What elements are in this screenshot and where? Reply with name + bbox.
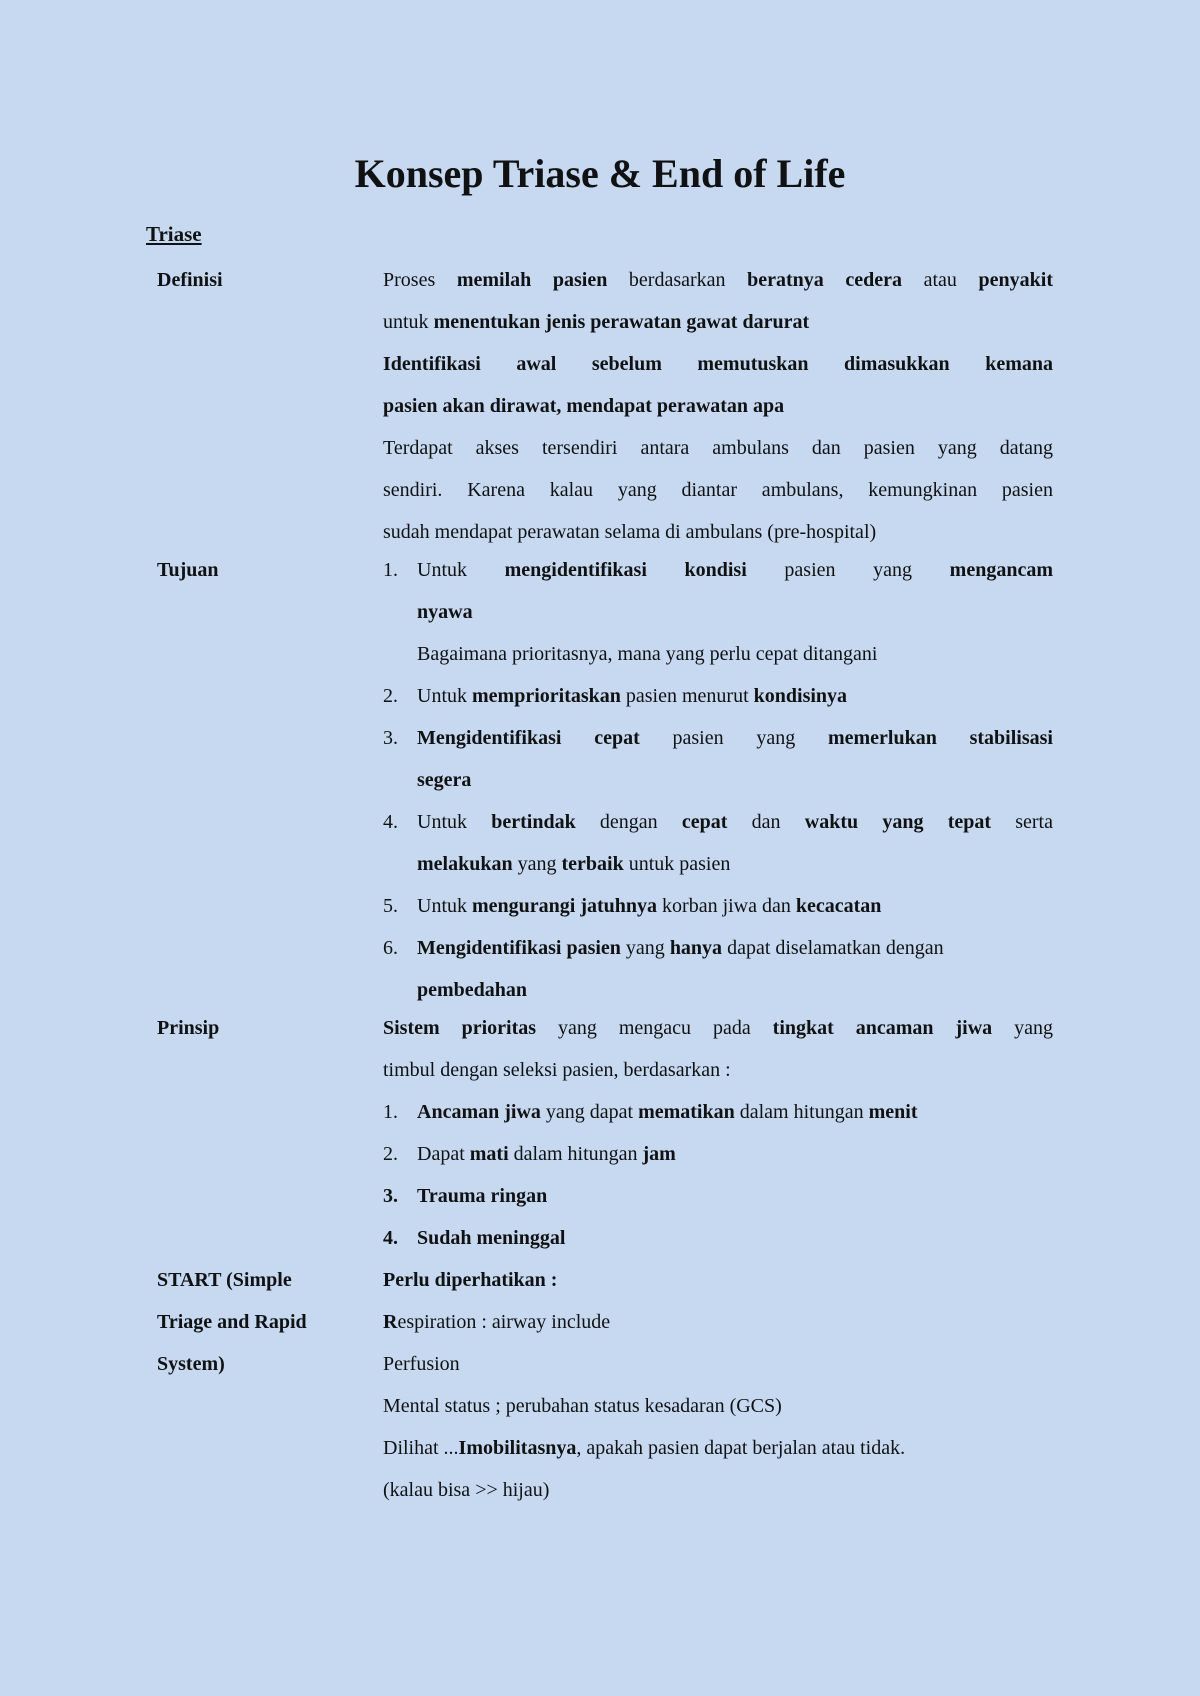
start-line-2: Respiration : airway include xyxy=(383,1311,611,1333)
tujuan-item-3-line-1: Mengidentifikasi cepat pasien yang memerlukan stabilisasi xyxy=(417,727,1053,749)
tujuan-number-1: 1. xyxy=(383,559,398,581)
tujuan-item-3-line-2: segera xyxy=(417,769,472,791)
prinsip-number-4: 4. xyxy=(383,1227,398,1249)
tujuan-number-6: 6. xyxy=(383,937,398,959)
tujuan-item-6-line-1: Mengidentifikasi pasien yang hanya dapat diselamatkan dengan xyxy=(417,937,944,959)
prinsip-item-2: Dapat mati dalam hitungan jam xyxy=(417,1143,676,1165)
label-start-line-3: System) xyxy=(157,1353,225,1375)
prinsip-number-1: 1. xyxy=(383,1101,398,1123)
tujuan-item-1-line-2: nyawa xyxy=(417,601,473,623)
prinsip-item-4: Sudah meninggal xyxy=(417,1227,566,1249)
tujuan-number-2: 2. xyxy=(383,685,398,707)
label-start-line-1: START (Simple xyxy=(157,1269,292,1291)
tujuan-item-6-line-2: pembedahan xyxy=(417,979,528,1001)
tujuan-number-5: 5. xyxy=(383,895,398,917)
definisi-line-3: Identifikasi awal sebelum memutuskan dimasukkan kemana xyxy=(383,353,1053,375)
prinsip-line-2: timbul dengan seleksi pasien, berdasarkan : xyxy=(383,1059,731,1081)
label-definisi: Definisi xyxy=(157,269,223,291)
label-start-line-2: Triage and Rapid xyxy=(157,1311,307,1333)
definisi-line-1: Proses memilah pasien berdasarkan beratnya cedera atau penyakit xyxy=(383,269,1053,291)
start-line-6: (kalau bisa >> hijau) xyxy=(383,1479,550,1501)
tujuan-number-3: 3. xyxy=(383,727,398,749)
prinsip-number-2: 2. xyxy=(383,1143,398,1165)
tujuan-item-1-note: Bagaimana prioritasnya, mana yang perlu cepat ditangani xyxy=(417,643,878,665)
tujuan-item-1-line-1: Untuk mengidentifikasi kondisi pasien yang mengancam xyxy=(417,559,1053,581)
tujuan-item-4-line-2: melakukan yang terbaik untuk pasien xyxy=(417,853,731,875)
tujuan-item-4-line-1: Untuk bertindak dengan cepat dan waktu yang tepat serta xyxy=(417,811,1053,833)
tujuan-number-4: 4. xyxy=(383,811,398,833)
definisi-line-7: sudah mendapat perawatan selama di ambulans (pre-hospital) xyxy=(383,521,877,543)
prinsip-number-3: 3. xyxy=(383,1185,398,1207)
definisi-line-6: sendiri. Karena kalau yang diantar ambulans, kemungkinan pasien xyxy=(383,479,1053,501)
tujuan-item-5: Untuk mengurangi jatuhnya korban jiwa dan kecacatan xyxy=(417,895,882,917)
label-tujuan: Tujuan xyxy=(157,559,219,581)
page-title: Konsep Triase & End of Life xyxy=(354,151,846,196)
start-line-5: Dilihat ...Imobilitasnya, apakah pasien dapat berjalan atau tidak. xyxy=(383,1437,906,1459)
start-line-4: Mental status ; perubahan status kesadaran (GCS) xyxy=(383,1395,782,1417)
definisi-line-2: untuk menentukan jenis perawatan gawat darurat xyxy=(383,311,810,333)
tujuan-item-2: Untuk memprioritaskan pasien menurut kondisinya xyxy=(417,685,848,707)
start-line-3: Perfusion xyxy=(383,1353,460,1375)
definisi-line-5: Terdapat akses tersendiri antara ambulans dan pasien yang datang xyxy=(383,437,1053,459)
section-heading-triase: Triase xyxy=(146,222,202,246)
prinsip-item-1: Ancaman jiwa yang dapat mematikan dalam hitungan menit xyxy=(417,1101,918,1123)
label-prinsip: Prinsip xyxy=(157,1017,220,1039)
prinsip-item-3: Trauma ringan xyxy=(417,1185,548,1207)
prinsip-line-1: Sistem prioritas yang mengacu pada tingkat ancaman jiwa yang xyxy=(383,1017,1053,1039)
start-line-1: Perlu diperhatikan : xyxy=(383,1269,558,1291)
definisi-line-4: pasien akan dirawat, mendapat perawatan apa xyxy=(383,395,785,417)
